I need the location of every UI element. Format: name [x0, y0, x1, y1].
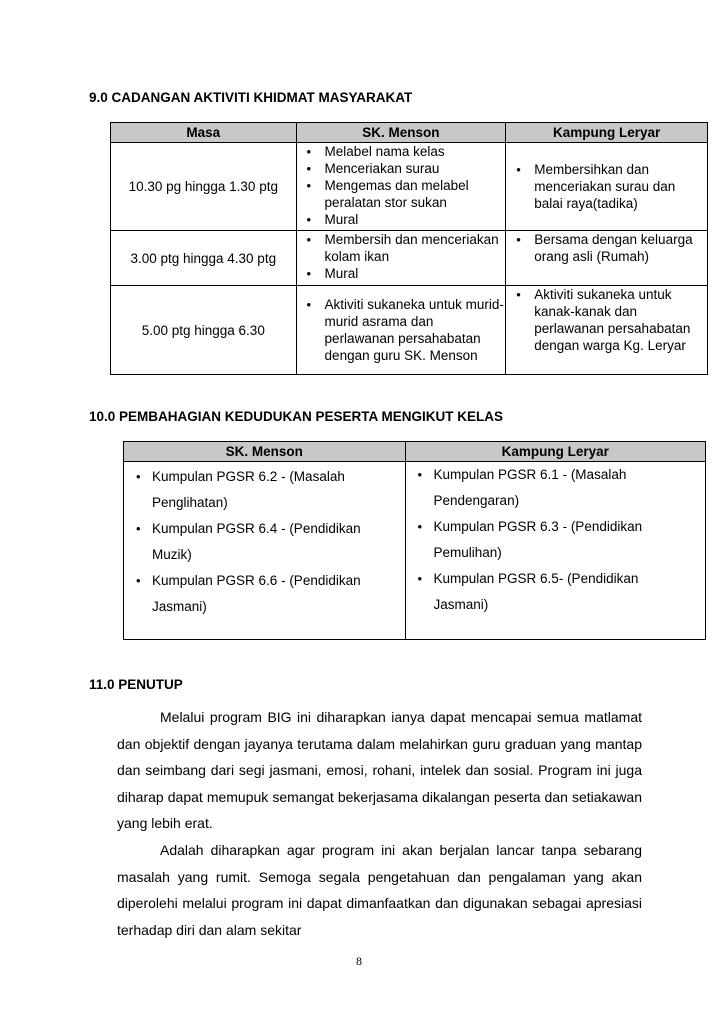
menson-groups-cell [124, 462, 406, 640]
activity-table [110, 122, 708, 375]
closing-paragraph-2: Adalah diharapkan agar program ini akan berjalan lancar tanpa sebarang masalah yang rumit. Semoga segala pengetahuan dan pengalaman yang akan diperolehi melalui program ini dapat dimanfaatkan dan digunakan sebagai apresiasi terhadap diri dan alam sekitar [117, 842, 642, 938]
leryar-groups-cell [405, 462, 706, 640]
table-row [111, 143, 708, 231]
group-table [123, 441, 706, 640]
header-masa: Masa [111, 123, 297, 143]
leryar-cell [506, 286, 708, 375]
table-row [124, 462, 706, 640]
list-item: • Menceriakan surau [297, 160, 506, 177]
list-item: • Membersih dan menceriakan kolam ikan [297, 231, 506, 265]
list-item: • Aktiviti sukaneka untuk murid-murid asrama dan perlawanan persahabatan dengan guru SK. Menson [297, 296, 506, 364]
list-item: • Aktiviti sukaneka untuk kanak-kanak dan perlawanan persahabatan dengan warga Kg. Leryar [506, 286, 707, 354]
leryar-cell [506, 231, 708, 286]
section11-title: 11.0 PENUTUP [89, 677, 183, 692]
list-item: • Kumpulan PGSR 6.4 - (Pendidikan Muzik) [124, 516, 395, 568]
header-kampung-leryar: Kampung Leryar [405, 442, 706, 462]
time-cell: 5.00 ptg hingga 6.30 [111, 286, 297, 375]
table-row [111, 286, 708, 375]
list-item: • Kumpulan PGSR 6.2 - (Masalah Penglihatan) [124, 464, 395, 516]
list-item: • Mural [297, 211, 506, 228]
menson-cell [296, 231, 506, 286]
page-number: 8 [356, 954, 362, 968]
header-sk-menson: SK. Menson [296, 123, 506, 143]
list-item: • Bersama dengan keluarga orang asli (Rumah) [506, 231, 707, 265]
menson-cell [296, 286, 506, 375]
list-item: • Kumpulan PGSR 6.5- (Pendidikan Jasmani) [406, 566, 696, 618]
leryar-cell [506, 143, 708, 231]
closing-paragraph-1: Melalui program BIG ini diharapkan ianya dapat mencapai semua matlamat dan objektif dengan jayanya terutama dalam melahirkan guru graduan yang mantap dan seimbang dari segi jasmani, emosi, rohani, intelek dan sosial. Program ini juga diharap dapat memupuk semangat bekerjasama dikalangan peserta dan setiakawan yang lebih erat. [117, 709, 642, 831]
header-kampung-leryar: Kampung Leryar [506, 123, 708, 143]
table-header-row [124, 442, 706, 462]
list-item: • Kumpulan PGSR 6.1 - (Masalah Pendengaran) [406, 462, 696, 514]
list-item: • Melabel nama kelas [297, 143, 506, 160]
section9-title: 9.0 CADANGAN AKTIVITI KHIDMAT MASYARAKAT [89, 90, 413, 105]
menson-cell [296, 143, 506, 231]
section10-title: 10.0 PEMBAHAGIAN KEDUDUKAN PESERTA MENGIKUT KELAS [89, 409, 504, 424]
time-cell: 3.00 ptg hingga 4.30 ptg [111, 231, 297, 286]
header-sk-menson: SK. Menson [124, 442, 406, 462]
list-item: • Mengemas dan melabel peralatan stor sukan [297, 177, 506, 211]
list-item: • Kumpulan PGSR 6.3 - (Pendidikan Pemulihan) [406, 514, 696, 566]
list-item: • Kumpulan PGSR 6.6 - (Pendidikan Jasmani) [124, 568, 395, 620]
time-cell: 10.30 pg hingga 1.30 ptg [111, 143, 297, 231]
list-item: • Membersihkan dan menceriakan surau dan balai raya(tadika) [506, 161, 707, 212]
table-row [111, 231, 708, 286]
table-header-row [111, 123, 708, 143]
list-item: • Mural [297, 265, 506, 282]
